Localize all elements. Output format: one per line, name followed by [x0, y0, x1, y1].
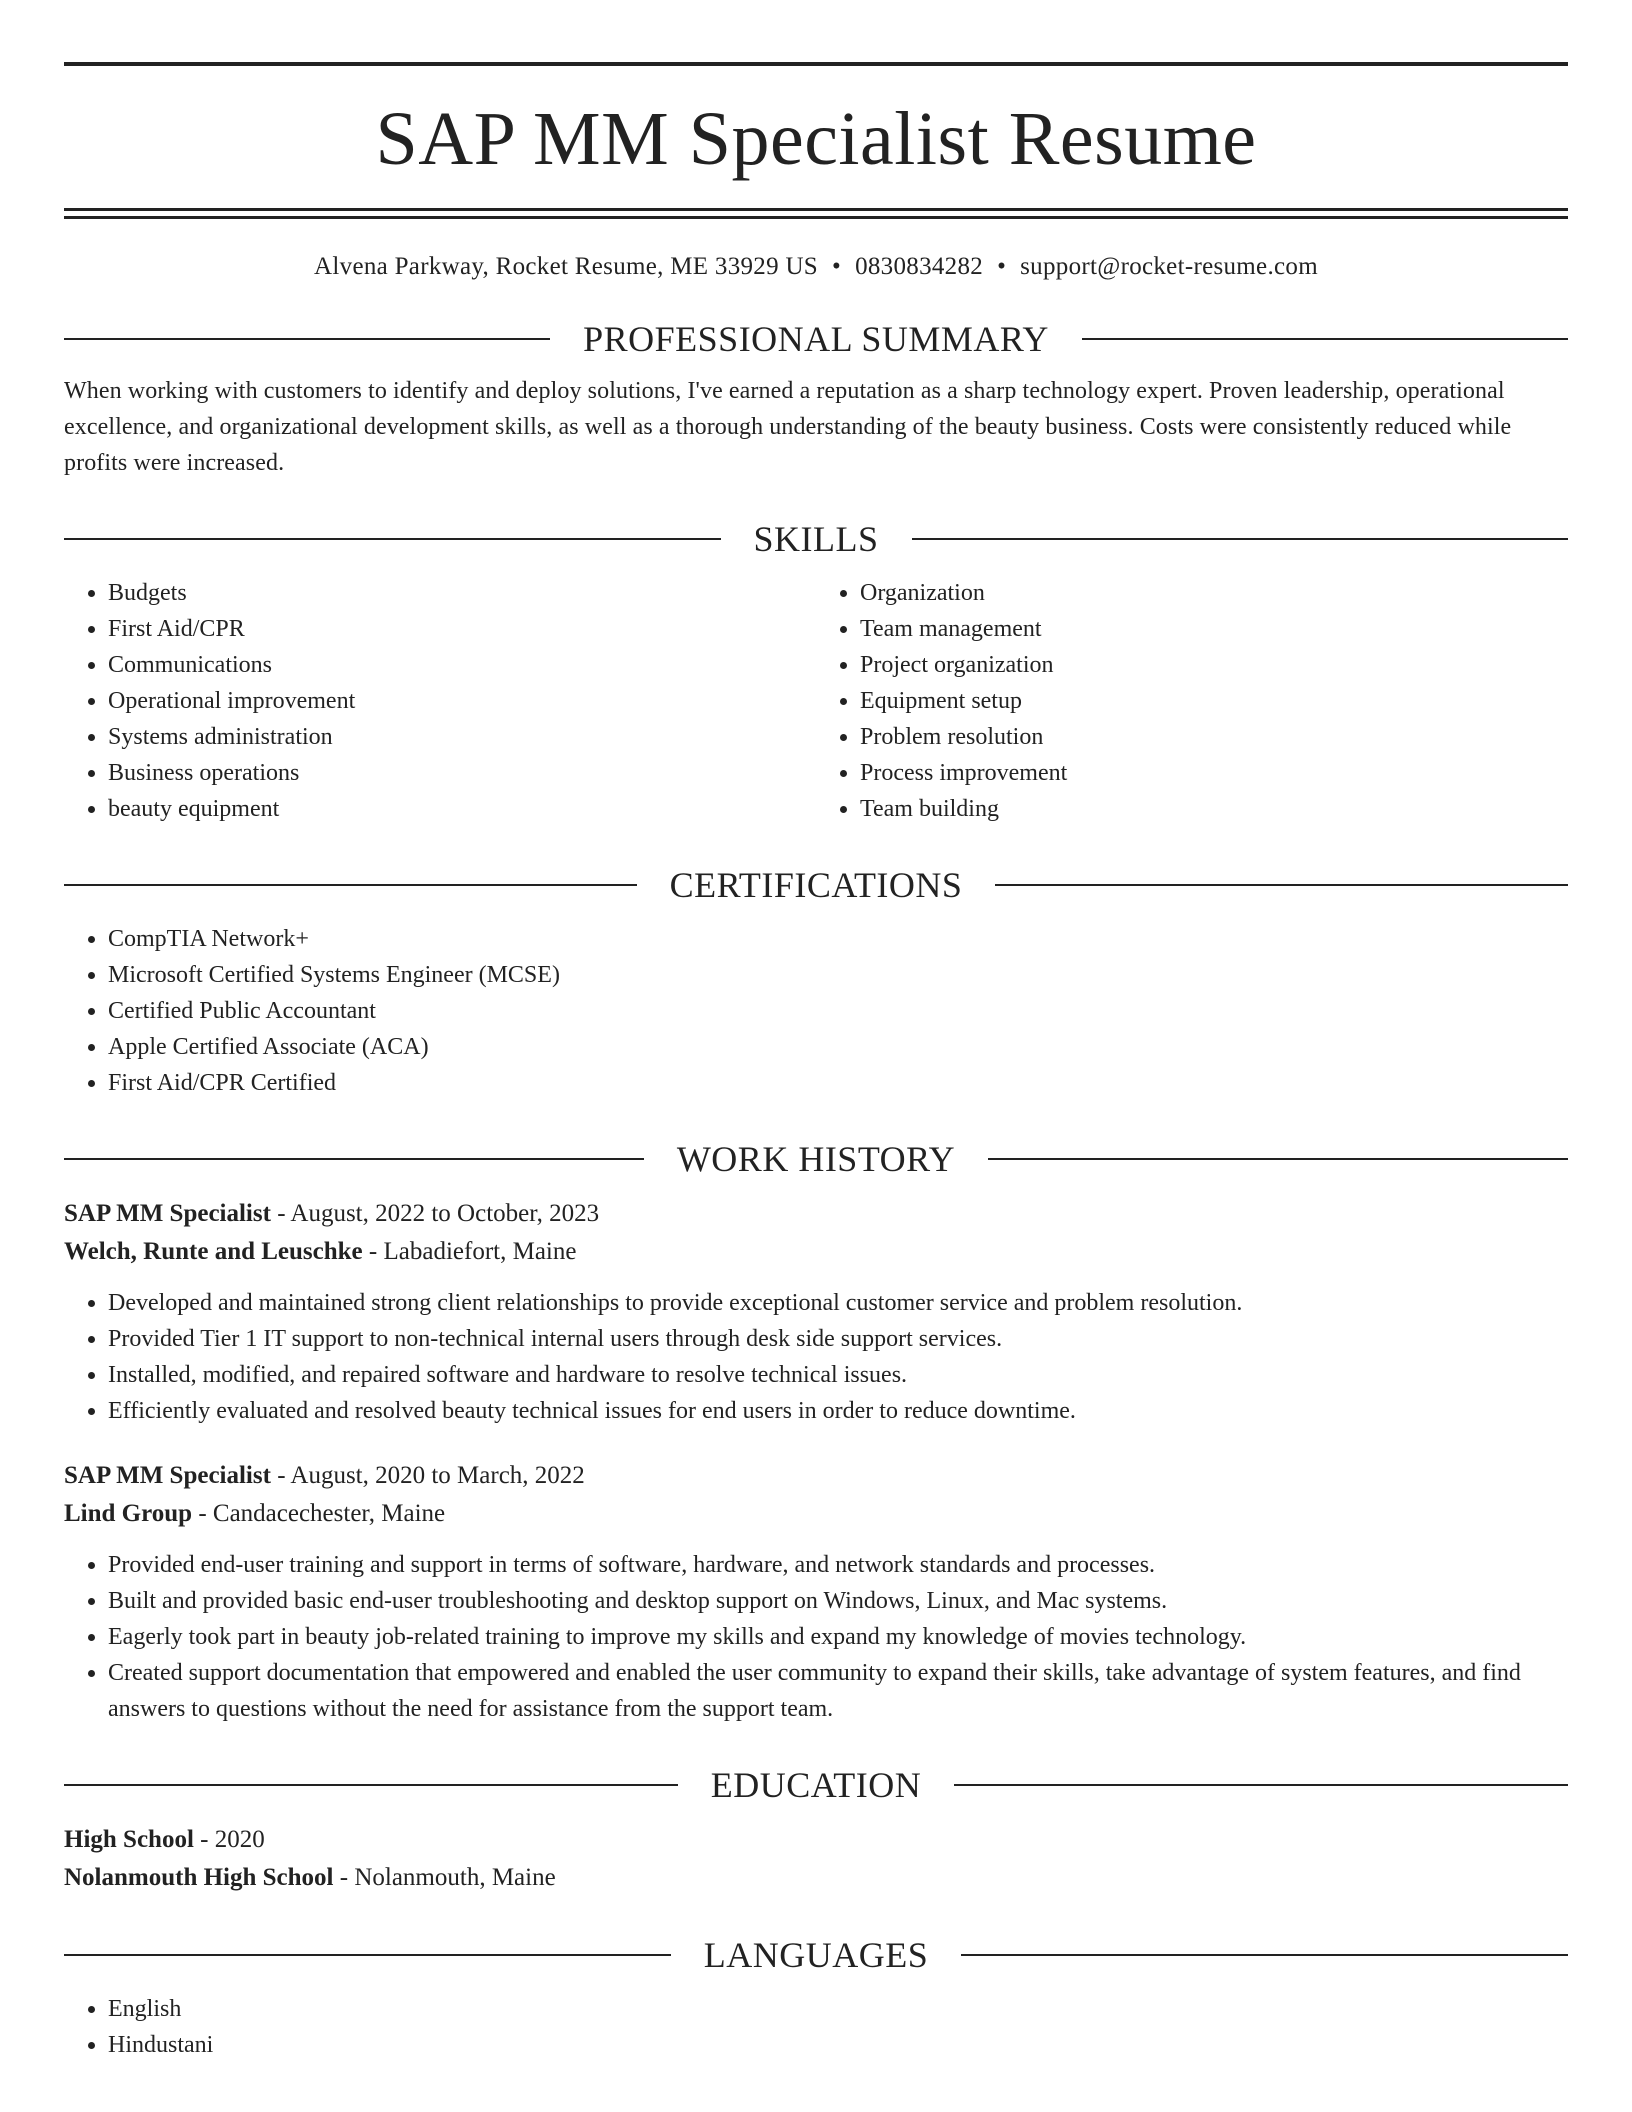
section-heading-skills: [64, 517, 1568, 561]
job-role: SAP MM Specialist: [64, 1462, 271, 1489]
summary-text: When working with customers to identify and deploy solutions, I've earned a reputation as a sharp technology expert. Proven leadership, operational excellence, and organizational development skills, as well as a thorough understanding of the beauty business. Costs were consistently reduced while profits were increased.: [64, 378, 1512, 476]
certification-item: • Apple Certified Associate (ACA): [108, 1029, 1568, 1065]
heading-rule: [995, 884, 1568, 886]
heading-rule: [64, 538, 721, 540]
job-dates: - August, 2022 to October, 2023: [270, 1200, 600, 1227]
certifications-list: [64, 921, 1568, 1101]
certifications-block: [64, 921, 1568, 1101]
heading-rule: [988, 1158, 1568, 1160]
certification-item: • Certified Public Accountant: [108, 993, 1568, 1029]
heading-rule: [912, 538, 1569, 540]
job-entry: [64, 1195, 1568, 1429]
section-heading-education: [64, 1763, 1568, 1807]
heading-rule: [64, 1158, 644, 1160]
skills-column-left: [64, 575, 816, 827]
section-heading-languages: [64, 1933, 1568, 1977]
job-dates: - August, 2020 to March, 2022: [270, 1462, 585, 1489]
contact-email: support@rocket-resume.com: [1020, 253, 1318, 280]
language-item: • English: [108, 1991, 1568, 2027]
job-bullet: • Provided Tier 1 IT support to non-technical internal users through desk side support services.: [108, 1321, 1568, 1357]
education-degree-line: [64, 1821, 1568, 1859]
skills-columns: [64, 575, 1568, 827]
certification-item: • First Aid/CPR Certified: [108, 1065, 1568, 1101]
education-degree: High School: [64, 1826, 194, 1853]
skill-item: • Budgets: [108, 575, 816, 611]
job-bullet: • Efficiently evaluated and resolved beauty technical issues for end users in order to reduce downtime.: [108, 1393, 1568, 1429]
education-school: Nolanmouth High School: [64, 1864, 334, 1891]
heading-rule: [954, 1784, 1568, 1786]
job-location: - Candacechester, Maine: [192, 1500, 446, 1527]
section-title: CERTIFICATIONS: [669, 865, 963, 905]
skill-item: • Communications: [108, 647, 816, 683]
job-title-line: [64, 1457, 1568, 1495]
section-title: WORK HISTORY: [676, 1139, 956, 1179]
job-bullet: • Eagerly took part in beauty job-related training to improve my skills and expand my knowledge of movies technology.: [108, 1619, 1568, 1655]
job-bullet: • Provided end-user training and support in terms of software, hardware, and network standards and processes.: [108, 1547, 1568, 1583]
education-entry: [64, 1821, 1568, 1897]
section-heading-certifications: [64, 863, 1568, 907]
job-entry: [64, 1457, 1568, 1727]
job-bullets: [64, 1285, 1568, 1429]
contact-address: Alvena Parkway, Rocket Resume, ME 33929 US: [314, 253, 819, 280]
resume-page: [64, 62, 1568, 2063]
skill-item: • Problem resolution: [860, 719, 1568, 755]
languages-block: [64, 1991, 1568, 2063]
heading-rule: [64, 884, 637, 886]
skill-item: • Team building: [860, 791, 1568, 827]
title-double-rule: [64, 208, 1568, 219]
job-bullet: • Developed and maintained strong client relationships to provide exceptional customer service and problem resolution.: [108, 1285, 1568, 1321]
section-title: SKILLS: [753, 519, 879, 559]
skill-item: • Process improvement: [860, 755, 1568, 791]
top-rule: [64, 62, 1568, 66]
job-bullet: • Built and provided basic end-user troubleshooting and desktop support on Windows, Linux, and Mac systems.: [108, 1583, 1568, 1619]
skill-item: • Organization: [860, 575, 1568, 611]
job-company: Lind Group: [64, 1500, 193, 1527]
job-bullet: • Created support documentation that empowered and enabled the user community to expand their skills, take advantage of system features, and find answers to questions without the need for assistance from the support team.: [108, 1655, 1568, 1727]
heading-rule: [64, 1954, 671, 1956]
job-company-line: [64, 1233, 1568, 1271]
skill-item: • First Aid/CPR: [108, 611, 816, 647]
section-title: EDUCATION: [710, 1765, 922, 1805]
contact-separator: •: [997, 253, 1007, 280]
section-title: LANGUAGES: [703, 1935, 929, 1975]
skill-item: • Systems administration: [108, 719, 816, 755]
skill-item: • Project organization: [860, 647, 1568, 683]
heading-rule: [1082, 338, 1568, 340]
certification-item: • CompTIA Network+: [108, 921, 1568, 957]
heading-rule: [64, 1784, 678, 1786]
skill-item: • Operational improvement: [108, 683, 816, 719]
heading-rule: [64, 338, 550, 340]
language-item: • Hindustani: [108, 2027, 1568, 2063]
skill-item: • Equipment setup: [860, 683, 1568, 719]
job-company: Welch, Runte and Leuschke: [64, 1238, 363, 1265]
education-year: - 2020: [193, 1826, 265, 1853]
education-school-line: [64, 1859, 1568, 1897]
skill-item: • Business operations: [108, 755, 816, 791]
skill-item: • beauty equipment: [108, 791, 816, 827]
skills-column-right: [816, 575, 1568, 827]
certification-item: • Microsoft Certified Systems Engineer (MCSE): [108, 957, 1568, 993]
page-title: SAP MM Specialist Resume: [375, 97, 1257, 181]
languages-list: [64, 1991, 1568, 2063]
education-location: - Nolanmouth, Maine: [333, 1864, 556, 1891]
skill-item: • Team management: [860, 611, 1568, 647]
section-heading-summary: [64, 317, 1568, 361]
job-location: - Labadiefort, Maine: [362, 1238, 577, 1265]
job-bullet: • Installed, modified, and repaired software and hardware to resolve technical issues.: [108, 1357, 1568, 1393]
job-role: SAP MM Specialist: [64, 1200, 271, 1227]
heading-rule: [961, 1954, 1568, 1956]
skills-list-right: [816, 575, 1568, 827]
skills-list-left: [64, 575, 816, 827]
job-title-line: [64, 1195, 1568, 1233]
contact-phone: 0830834282: [855, 253, 984, 280]
section-heading-work-history: [64, 1137, 1568, 1181]
section-title: PROFESSIONAL SUMMARY: [583, 319, 1049, 359]
job-company-line: [64, 1495, 1568, 1533]
contact-separator: •: [832, 253, 842, 280]
contact-line: [64, 253, 1568, 281]
job-bullets: [64, 1547, 1568, 1727]
